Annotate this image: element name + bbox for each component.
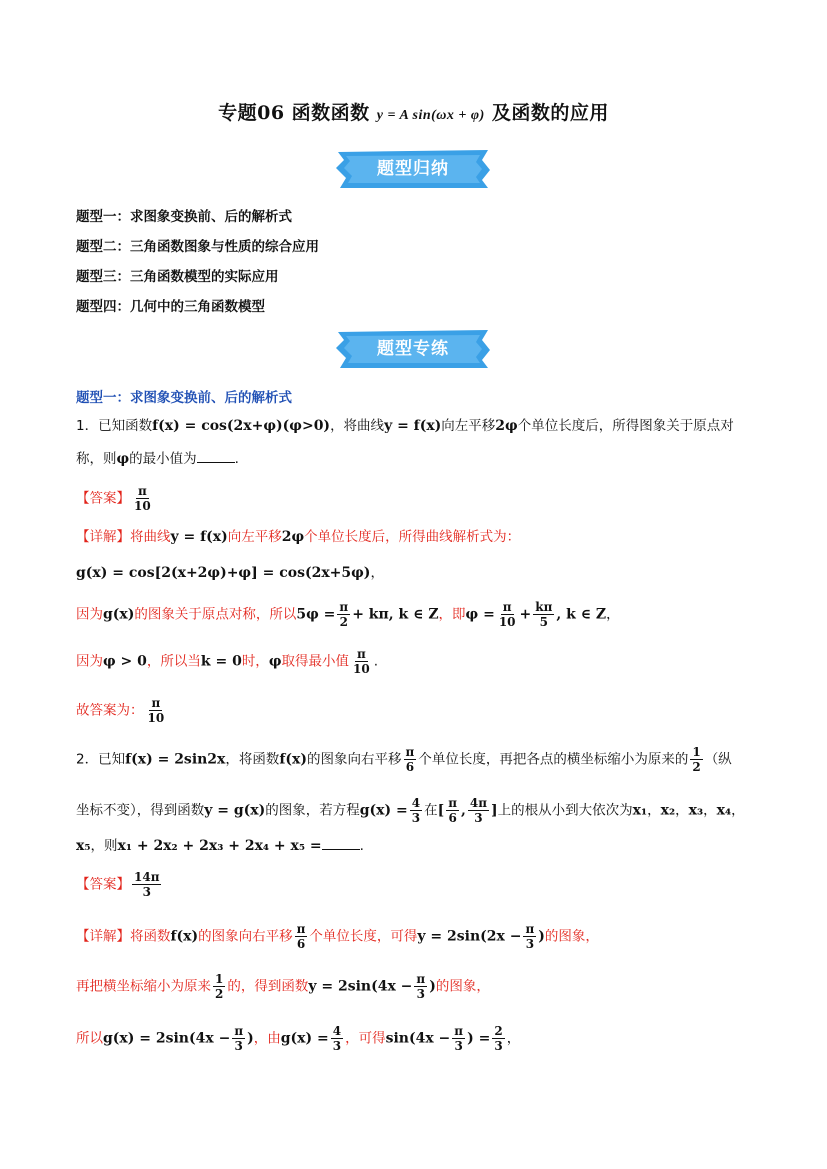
text-segment: f(x): [170, 928, 199, 945]
fraction: [351, 647, 372, 676]
answer-blank: [197, 448, 235, 463]
text-segment: 再把横坐标缩小为原来: [76, 978, 211, 995]
text-segment: 3: [142, 885, 151, 899]
fraction: [146, 696, 167, 725]
text-segment: g(x) = 2sin(4x −: [103, 1030, 231, 1047]
summary-item-1: 题型一：求图象变换前、后的解析式: [76, 209, 292, 225]
q1-detail-line1: [76, 526, 520, 548]
fraction: [533, 600, 554, 629]
text-segment: kπ: [535, 600, 553, 614]
text-segment: 5: [539, 615, 548, 629]
q2-line3: [76, 835, 364, 857]
text-segment: 6: [296, 937, 306, 951]
text-segment: （纵: [704, 751, 732, 768]
text-segment: , k ∈ Z: [556, 606, 607, 623]
text-segment: y = f(x): [384, 418, 442, 434]
text-segment: π: [296, 922, 306, 936]
text-segment: 2．已知: [76, 751, 126, 768]
text-segment: 向左平移: [441, 418, 496, 434]
text-segment: 因为: [76, 606, 103, 623]
text-segment: π: [416, 972, 426, 986]
text-segment: ，所以当: [146, 653, 201, 670]
text-segment: ，则: [90, 838, 118, 854]
text-segment: π: [448, 796, 458, 810]
fraction: [414, 972, 427, 1001]
text-segment: x₂: [660, 802, 676, 819]
text-segment: 10: [352, 662, 370, 676]
text-segment: 因为: [76, 653, 103, 670]
text-segment: 2φ: [281, 529, 305, 545]
section-heading: 题型一：求图象变换前、后的解析式: [76, 390, 292, 406]
fraction: [468, 796, 489, 825]
text-segment: y = 2sin(4x −: [308, 978, 413, 995]
q2-line1: [76, 745, 732, 774]
fraction: [213, 972, 225, 1001]
text-segment: 3: [411, 811, 421, 825]
text-segment: 3: [474, 811, 483, 825]
fraction: [295, 922, 308, 951]
text-segment: 14π: [134, 870, 160, 884]
text-segment: 2: [692, 760, 701, 774]
text-segment: + kπ, k ∈ Z: [352, 606, 439, 623]
text-segment: 10: [147, 711, 165, 725]
text-segment: ，可得: [345, 1030, 386, 1047]
text-segment: π: [454, 1024, 464, 1038]
text-segment: .: [234, 451, 239, 467]
text-segment: 的图象关于原点对称，所以: [134, 606, 297, 623]
text-segment: 4: [332, 1024, 342, 1038]
text-segment: 的图象向右平移: [307, 751, 402, 768]
title-prefix: 专题06 函数函数: [218, 102, 370, 124]
q2-detail-line1: [76, 922, 599, 951]
text-segment: 6: [405, 760, 415, 774]
fraction: [132, 870, 161, 899]
banner-practice: [332, 326, 494, 372]
fraction: [410, 796, 422, 825]
text-segment: y = 2sin(2x −: [417, 928, 522, 945]
text-segment: 【答案】: [76, 876, 130, 893]
text-segment: 4π: [469, 796, 488, 810]
text-segment: 【详解】: [76, 928, 130, 945]
text-segment: k = 0: [200, 653, 242, 670]
text-segment: 2φ: [495, 418, 518, 434]
text-segment: π: [339, 600, 349, 614]
text-segment: φ =: [465, 606, 495, 623]
text-segment: 坐标不变），得到函数: [76, 802, 205, 819]
text-segment: π: [525, 922, 535, 936]
page-title: [0, 98, 827, 125]
text-segment: 3: [494, 1039, 503, 1053]
summary-item-3: 题型三：三角函数模型的实际应用: [76, 269, 279, 285]
text-segment: sin(4x −: [385, 1030, 451, 1047]
text-segment: ，: [675, 802, 689, 819]
text-segment: g(x): [103, 606, 135, 623]
text-segment: ): [247, 1030, 254, 1047]
fraction: [452, 1024, 465, 1053]
fraction: [446, 796, 459, 825]
text-segment: ，将函数: [225, 751, 280, 768]
text-segment: φ: [268, 653, 282, 670]
fraction: [337, 600, 350, 629]
text-segment: 【答案】: [76, 490, 130, 507]
fraction: [690, 745, 702, 774]
text-segment: ): [538, 928, 545, 945]
q1-line2: [76, 448, 239, 470]
text-segment: x₁: [632, 802, 648, 819]
text-segment: 2: [215, 987, 224, 1001]
text-segment: ，: [731, 802, 745, 819]
fraction: [232, 1024, 245, 1053]
text-segment: 将函数: [130, 928, 171, 945]
text-segment: 将曲线: [130, 529, 171, 545]
fraction: [492, 1024, 504, 1053]
text-segment: π: [405, 745, 415, 759]
text-segment: 个单位长度，再把各点的横坐标缩小为原来的: [418, 751, 689, 768]
text-segment: .: [359, 838, 364, 854]
text-segment: 3: [416, 987, 425, 1001]
text-segment: 的图象，: [544, 928, 599, 945]
q1-answer: [76, 484, 155, 513]
text-segment: 上的根从小到大依次为: [497, 802, 633, 819]
text-segment: 的图象向右平移: [198, 928, 293, 945]
text-segment: 3: [525, 937, 535, 951]
text-segment: ，将曲线: [330, 418, 385, 434]
text-segment: 时，: [241, 653, 269, 670]
text-segment: φ > 0: [103, 653, 147, 670]
banner-summary-text: 题型归纳: [377, 159, 449, 179]
text-segment: 6: [448, 811, 457, 825]
text-segment: g(x) = cos[2(x+2φ)+φ] = cos(2x+5φ): [76, 565, 371, 581]
q1-line1: [76, 415, 734, 437]
text-segment: π: [502, 600, 512, 614]
fraction: [404, 745, 417, 774]
text-segment: 称，则: [76, 451, 117, 467]
text-segment: 2: [339, 615, 348, 629]
text-segment: x₅: [76, 838, 91, 854]
title-formula: y = A sin(ωx + φ): [376, 108, 485, 123]
fraction: [331, 1024, 343, 1053]
q1-detail-line2: [76, 562, 384, 584]
text-segment: 个单位长度后，所得图象关于原点对: [517, 418, 734, 434]
answer-blank: [322, 835, 360, 850]
text-segment: ，: [606, 606, 620, 623]
text-segment: 1．已知函数: [76, 418, 153, 434]
text-segment: g(x) =: [359, 802, 408, 819]
text-segment: ，由: [253, 1030, 281, 1047]
summary-item-2: 题型二：三角函数图象与性质的综合应用: [76, 239, 319, 255]
text-segment: π: [137, 484, 147, 498]
fraction: [523, 922, 536, 951]
text-segment: 的，得到函数: [227, 978, 309, 995]
text-segment: ，: [703, 802, 717, 819]
fraction: [132, 484, 153, 513]
text-segment: f(x) = cos(2x+φ)(φ>0): [152, 418, 331, 434]
text-segment: 3: [234, 1039, 243, 1053]
text-segment: 故答案为：: [76, 702, 144, 719]
text-segment: f(x) = 2sin2x: [125, 751, 226, 768]
banner-practice-text: 题型专练: [377, 339, 449, 359]
text-segment: f(x): [279, 751, 308, 768]
text-segment: .: [373, 653, 378, 670]
text-segment: ，: [647, 802, 661, 819]
q2-line2: 坐标不变），得到函数y = g(x)的图象，若方程g(x) = $\frac{4}{3}$ 在[ $\frac{\pi}{6}$ , $\frac{4\pi}{3}$ ]上的根从小到大依次为x₁，x₂，x₃，x₄，: [76, 796, 745, 825]
text-segment: +: [519, 606, 532, 623]
text-segment: 3: [454, 1039, 463, 1053]
text-segment: 的图象，: [435, 978, 490, 995]
text-segment: φ: [116, 451, 130, 467]
text-segment: ，: [506, 1030, 521, 1047]
text-segment: 10: [134, 499, 151, 513]
q2-answer: [76, 870, 163, 899]
text-segment: x₁ + 2x₂ + 2x₃ + 2x₄ + x₅ =: [117, 838, 322, 854]
text-segment: 个单位长度，可得: [309, 928, 418, 945]
text-segment: 在: [424, 802, 438, 819]
text-segment: 【详解】: [76, 529, 130, 545]
text-segment: 的最小值为: [129, 451, 197, 467]
text-segment: 2: [494, 1024, 503, 1038]
text-segment: ，即: [438, 606, 466, 623]
q2-detail-line2: [76, 972, 490, 1001]
q1-detail-line3: [76, 600, 620, 629]
text-segment: ): [429, 978, 436, 995]
title-suffix: 及函数的应用: [491, 102, 609, 124]
text-segment: ) =: [467, 1030, 491, 1047]
text-segment: π: [356, 647, 366, 661]
text-segment: π: [234, 1024, 244, 1038]
text-segment: 向左平移: [227, 529, 282, 545]
text-segment: 的图象，若方程: [265, 802, 360, 819]
text-segment: 所以: [76, 1030, 103, 1047]
q1-conclusion: [76, 696, 168, 725]
text-segment: y = g(x): [204, 802, 266, 819]
banner-summary: [332, 146, 494, 192]
text-segment: x₃: [688, 802, 704, 819]
summary-item-4: 题型四：几何中的三角函数模型: [76, 299, 265, 315]
text-segment: π: [151, 696, 161, 710]
q1-detail-line4: [76, 647, 378, 676]
text-segment: 10: [498, 615, 516, 629]
text-segment: ，: [370, 565, 384, 581]
fraction: [497, 600, 518, 629]
text-segment: 1: [692, 745, 701, 759]
text-segment: 1: [215, 972, 224, 986]
text-segment: 3: [332, 1039, 342, 1053]
text-segment: y = f(x): [170, 529, 228, 545]
text-segment: 4: [411, 796, 421, 810]
text-segment: 个单位长度后，所得曲线解析式为：: [304, 529, 521, 545]
text-segment: g(x) =: [280, 1030, 329, 1047]
text-segment: x₄: [716, 802, 732, 819]
text-segment: 取得最小值: [281, 653, 349, 670]
q2-detail-line3: [76, 1024, 520, 1053]
text-segment: 5φ =: [296, 606, 336, 623]
